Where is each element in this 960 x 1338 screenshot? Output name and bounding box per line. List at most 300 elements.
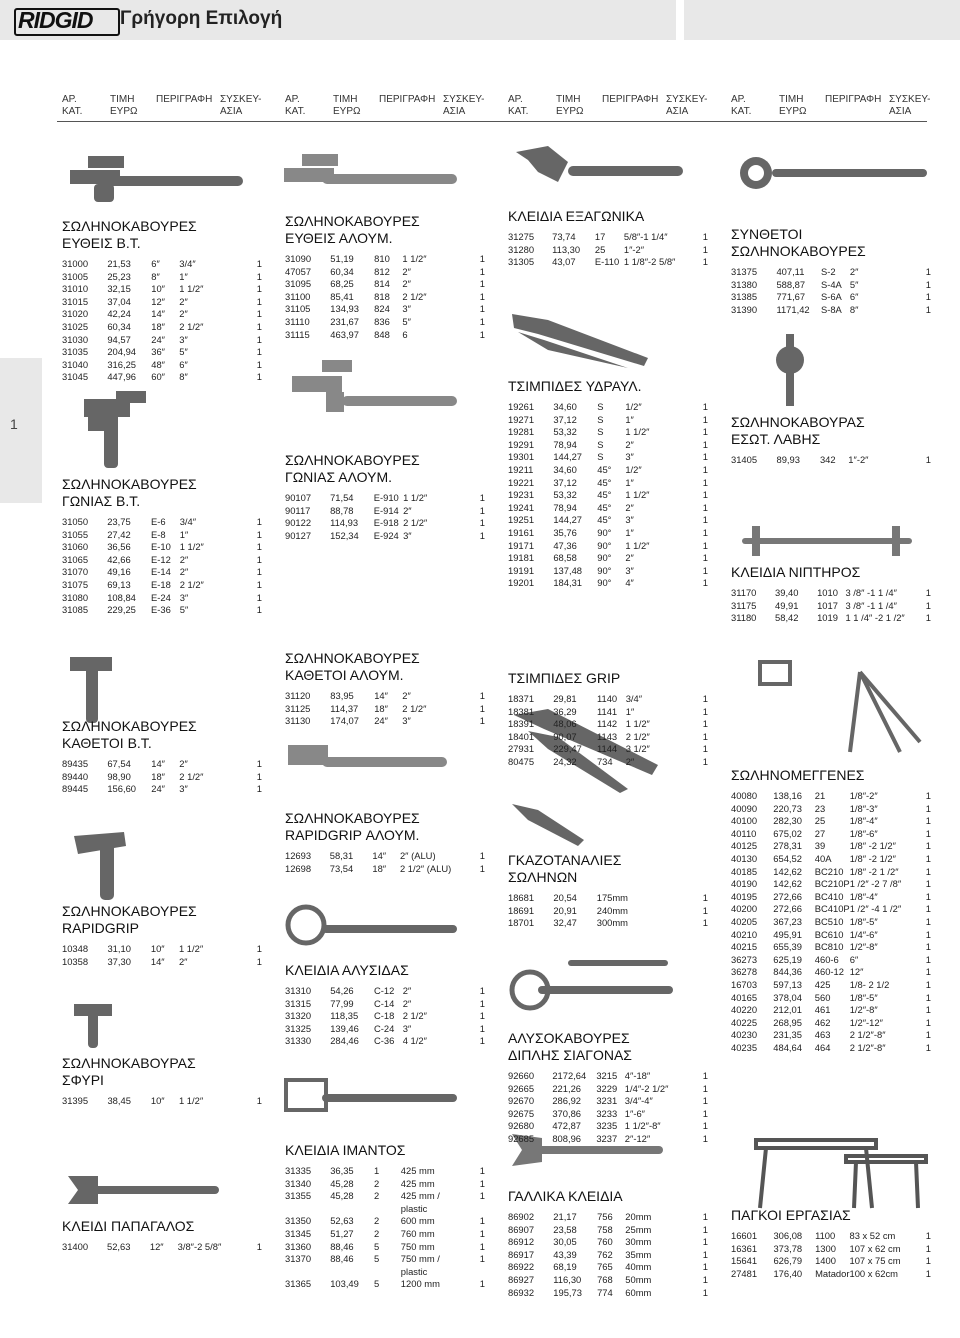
price-cell: 626,79 <box>773 1255 803 1267</box>
size-cell: 30mm <box>625 1236 652 1248</box>
size-cell: 20mm <box>625 1211 652 1222</box>
quantity-cell: 1 <box>479 492 485 503</box>
quantity-cell: 1 <box>702 1273 708 1285</box>
size-cell: 5″ <box>402 315 411 327</box>
price-cell: 378,04 <box>773 991 802 1003</box>
model-cell: BC510 <box>814 915 844 927</box>
model-cell: 3229 <box>596 1082 618 1094</box>
size-cell: 50mm <box>625 1273 652 1285</box>
catalog-number-cell: 19261 <box>508 401 535 412</box>
catalog-number-cell: 31275 <box>508 231 535 242</box>
price-cell: 272,66 <box>773 903 802 915</box>
quantity-cell: 1 <box>702 231 708 242</box>
quantity-cell: 1 <box>702 577 708 589</box>
size-cell: 107 x 75 cm <box>849 1255 901 1267</box>
model-cell: 45° <box>597 463 612 475</box>
model-cell: 18″ <box>374 702 388 714</box>
product-section <box>285 810 485 875</box>
table-row <box>62 371 262 384</box>
size-cell: 1/2″-12″ <box>849 1016 883 1028</box>
section-title-line: ΓΚΑΖΟΤΑΝΑΛΙΕΣ <box>508 852 622 868</box>
product-table <box>508 892 708 930</box>
model-cell: 818 <box>374 290 390 302</box>
quantity-cell: 1 <box>925 966 931 978</box>
size-cell: 2″ <box>179 295 188 307</box>
quantity-cell: 1 <box>256 578 262 590</box>
product-section <box>285 213 485 341</box>
catalog-number-cell: 31375 <box>731 266 758 277</box>
price-cell: 204,94 <box>107 346 137 358</box>
price-cell: 29,81 <box>553 693 577 704</box>
catalog-number-cell: 92660 <box>508 1070 535 1081</box>
model-cell: 21 <box>814 790 826 801</box>
price-cell: 103,49 <box>330 1278 359 1290</box>
quantity-cell: 1 <box>702 451 708 463</box>
catalog-number-cell: 31395 <box>62 1095 89 1106</box>
catalog-number-cell: 31320 <box>285 1010 312 1022</box>
table-row <box>285 850 485 863</box>
model-cell: 45° <box>597 514 612 526</box>
section-title <box>285 452 485 486</box>
size-cell: 2 1/2″ <box>403 517 428 529</box>
catalog-number-cell <box>285 1203 330 1216</box>
size-cell: 2 1/2″-8″ <box>849 1029 886 1041</box>
size-cell: 2 1/2″ <box>179 770 204 782</box>
product-table <box>508 231 708 269</box>
model-cell: 8″ <box>151 270 160 282</box>
catalog-number-cell: 40125 <box>731 840 758 852</box>
model-cell: S <box>597 438 604 450</box>
size-cell: 2″ <box>178 955 188 967</box>
price-cell: 27,42 <box>107 528 131 540</box>
quantity-cell: 1 <box>479 1215 485 1227</box>
table-row <box>285 1023 485 1036</box>
section-title <box>731 226 931 260</box>
quantity-cell: 1 <box>702 1211 708 1222</box>
table-row <box>285 1190 485 1203</box>
size-cell: 2″-12″ <box>624 1132 651 1144</box>
quantity-cell: 1 <box>702 1120 708 1132</box>
size-cell: 2 1/2″ <box>402 702 427 714</box>
quantity-cell: 1 <box>925 915 931 927</box>
catalog-number-cell: 19281 <box>508 426 535 438</box>
size-cell: 5″ <box>849 278 859 290</box>
price-cell: 54,26 <box>330 985 354 996</box>
model-cell: 3237 <box>596 1132 618 1144</box>
section-title <box>285 650 485 684</box>
quantity-cell: 1 <box>702 755 708 767</box>
model-cell: 27 <box>814 827 826 839</box>
table-row <box>62 283 262 296</box>
model-cell: S <box>597 426 604 438</box>
table-row <box>731 803 931 816</box>
model-cell: 768 <box>597 1273 613 1285</box>
quantity-cell: 1 <box>702 1223 708 1235</box>
price-cell: 49,16 <box>107 566 131 578</box>
quantity-cell: 1 <box>479 1165 485 1176</box>
price-cell: 35,76 <box>553 526 577 538</box>
model-cell: S-6A <box>820 291 842 303</box>
model-cell: 2 <box>373 1190 380 1202</box>
quantity-cell: 1 <box>479 315 485 327</box>
price-cell: 25,23 <box>107 270 131 282</box>
catalog-number-cell: 40230 <box>731 1029 758 1041</box>
quantity-cell: 1 <box>925 827 931 839</box>
table-row <box>508 1211 708 1224</box>
table-row <box>62 296 262 309</box>
table-row <box>731 304 931 317</box>
column-header-label: ΣΥΣΚΕΥ- ΑΣΙΑ <box>220 94 262 117</box>
model-cell: E-910 <box>373 492 399 503</box>
quantity-cell: 1 <box>256 308 262 320</box>
quantity-cell: 1 <box>925 1242 931 1254</box>
section-title-line: ΚΑΘΕΤΟΙ ΑΛΟΥΜ. <box>285 667 404 683</box>
section-title-line: ΣΩΛΗΝΟΚΑΒΟΥΡΕΣ <box>62 903 197 919</box>
size-cell: 3″ <box>179 591 189 603</box>
catalog-number-cell: 40235 <box>731 1041 758 1053</box>
table-row <box>731 291 931 304</box>
size-cell: 3″ <box>179 783 188 795</box>
table-row <box>62 529 262 542</box>
catalog-number-cell: 40110 <box>731 827 757 839</box>
size-cell: 425 mm <box>400 1165 435 1176</box>
size-cell: 2″ <box>402 985 412 996</box>
column-header-divider <box>57 121 927 122</box>
price-cell: 83,95 <box>330 690 354 701</box>
table-row <box>731 828 931 841</box>
price-cell: 34,60 <box>553 463 577 475</box>
header-bar <box>0 0 960 40</box>
size-cell: 2″ <box>179 566 189 578</box>
chain-wrench-icon <box>282 895 462 955</box>
product-table <box>285 985 485 1048</box>
section-title-line: ΔΙΠΛΗΣ ΣΙΑΓΟΝΑΣ <box>508 1047 632 1063</box>
section-title <box>285 1142 485 1159</box>
price-cell: 221,26 <box>552 1082 582 1094</box>
catalog-number-cell: 16703 <box>731 978 758 990</box>
price-cell <box>330 1203 374 1216</box>
model-cell: 560 <box>814 991 831 1003</box>
table-row <box>508 1133 708 1146</box>
price-cell: 23,75 <box>107 516 131 527</box>
model-cell: 45° <box>597 476 612 488</box>
size-cell: 35mm <box>625 1248 652 1260</box>
table-row <box>731 1017 931 1030</box>
catalog-number-cell: 40190 <box>731 878 758 890</box>
model-cell: BC210 <box>814 865 844 877</box>
product-table <box>285 492 485 542</box>
product-section <box>508 670 708 769</box>
size-cell: 2″ <box>849 266 859 277</box>
product-section <box>62 476 262 617</box>
price-cell: 24,32 <box>553 755 577 767</box>
size-cell: 3 /8″ -1 1 /4″ <box>845 587 897 598</box>
catalog-number-cell: 31170 <box>731 587 757 598</box>
product-section <box>285 962 485 1048</box>
model-cell: 461 <box>814 1004 831 1016</box>
quantity-cell: 1 <box>479 690 485 701</box>
catalog-number-cell: 31405 <box>731 454 758 465</box>
price-cell: 2172,64 <box>552 1070 587 1081</box>
model-cell: 23 <box>814 802 826 814</box>
table-row <box>508 1120 708 1133</box>
column-header-label: ΑΡ. ΚΑΤ. <box>731 94 752 117</box>
table-row <box>62 783 262 796</box>
catalog-number-cell: 40185 <box>731 865 758 877</box>
catalog-number-cell: 31045 <box>62 371 89 383</box>
size-cell: 3/8″-2 5/8″ <box>177 1241 222 1252</box>
table-row <box>508 1249 708 1262</box>
product-section <box>62 903 262 968</box>
model-cell: 40A <box>814 852 832 864</box>
table-row <box>285 863 485 876</box>
product-table <box>285 1165 485 1291</box>
table-row <box>508 527 708 540</box>
model-cell: 3231 <box>596 1095 618 1107</box>
model-cell: 1140 <box>596 693 618 704</box>
size-cell: 1/8″-4″ <box>849 815 878 827</box>
model-cell: 762 <box>597 1248 613 1260</box>
size-cell: 2″ <box>402 997 412 1009</box>
model-cell: BC410P <box>814 903 850 915</box>
model-cell: 25 <box>594 243 606 255</box>
quantity-cell: 1 <box>479 303 485 315</box>
quantity-cell <box>467 1266 485 1279</box>
catalog-number-cell: 19181 <box>508 552 535 564</box>
table-row <box>508 451 708 464</box>
section-title-line: ΣΩΛΗΝΟΚΑΒΟΥΡΕΣ <box>285 810 420 826</box>
section-title-line: ΣΩΛΗΝΟΚΑΒΟΥΡΕΣ <box>731 243 866 259</box>
table-row <box>731 1230 931 1243</box>
catalog-number-cell: 31340 <box>285 1177 312 1189</box>
size-cell: 3/4″ <box>179 516 197 527</box>
price-cell: 407,11 <box>776 266 805 277</box>
table-row <box>508 905 708 918</box>
quantity-cell: 1 <box>702 413 708 425</box>
product-table <box>62 516 262 617</box>
table-row <box>731 903 931 916</box>
catalog-number-cell: 31365 <box>285 1278 312 1290</box>
catalog-number-cell: 31360 <box>285 1240 312 1252</box>
model-cell: 3233 <box>596 1107 618 1119</box>
size-cell: 40mm <box>625 1261 652 1273</box>
price-cell: 21,17 <box>553 1211 577 1222</box>
size-cell: 1 1/2″ <box>178 1095 204 1106</box>
catalog-number-cell: 86927 <box>508 1273 535 1285</box>
brand-logo: RIDGID <box>18 7 93 33</box>
price-cell: 49,91 <box>775 599 799 611</box>
section-title-line: ΚΑΘΕΤΟΙ Β.Τ. <box>62 735 152 751</box>
quantity-cell: 1 <box>702 1248 708 1260</box>
quantity-cell: 1 <box>256 358 262 370</box>
quantity-cell: 1 <box>256 566 262 578</box>
catalog-number-cell: 31345 <box>285 1227 312 1239</box>
model-cell: 1300 <box>815 1242 836 1254</box>
quantity-cell: 1 <box>702 1236 708 1248</box>
price-cell: 108,84 <box>107 591 136 603</box>
model-cell <box>374 1266 401 1279</box>
price-cell: 37,30 <box>107 955 131 967</box>
catalog-number-cell: 19191 <box>508 564 535 576</box>
size-cell: 12″ <box>849 966 864 978</box>
price-cell: 39,40 <box>775 587 799 598</box>
catalog-number-cell: 47057 <box>285 265 312 277</box>
size-cell: 3/4″ <box>179 258 196 269</box>
section-title-line: ΤΣΙΜΠΙΔΕΣ ΥΔΡΑΥΛ. <box>508 378 642 394</box>
quantity-cell: 1 <box>479 1190 485 1202</box>
price-cell: 85,41 <box>330 290 354 302</box>
size-cell: 1″ <box>625 413 634 425</box>
table-row <box>285 690 485 703</box>
catalog-number-cell: 31330 <box>285 1035 312 1047</box>
product-table <box>285 690 485 728</box>
model-cell: E-12 <box>151 553 171 565</box>
model-cell: 10″ <box>150 943 165 954</box>
size-cell: 3″ <box>403 529 412 541</box>
size-cell: 2 1/2″ <box>179 320 204 332</box>
table-row <box>508 1095 708 1108</box>
size-cell: 4″ <box>625 577 634 589</box>
quantity-cell: 1 <box>479 997 485 1009</box>
table-row <box>731 600 931 613</box>
price-cell: 73,74 <box>552 231 576 242</box>
catalog-number-cell: 31060 <box>62 541 89 553</box>
section-title <box>508 852 708 886</box>
plumber-pliers-icon <box>508 310 658 370</box>
table-row <box>62 758 262 771</box>
model-cell: 1143 <box>596 730 618 742</box>
table-row <box>508 565 708 578</box>
price-cell: 73,54 <box>329 862 354 874</box>
section-title-line: ΣΩΛΗΝΟΚΑΒΟΥΡΕΣ <box>62 718 197 734</box>
quantity-cell: 1 <box>702 501 708 513</box>
price-cell: 31,10 <box>107 943 131 954</box>
model-cell: 758 <box>597 1223 613 1235</box>
price-cell: 184,31 <box>553 577 583 589</box>
price-cell: 37,12 <box>553 413 577 425</box>
size-cell: 1″-6″ <box>624 1107 645 1119</box>
price-cell <box>330 1266 374 1279</box>
size-cell: 1″-2″ <box>848 454 869 465</box>
section-title <box>731 414 931 448</box>
model-cell: 463 <box>814 1029 831 1041</box>
price-cell: 268,95 <box>773 1016 802 1028</box>
model-cell: E-914 <box>373 504 399 516</box>
workbench-icon <box>736 1130 936 1210</box>
table-row <box>508 731 708 744</box>
product-table <box>731 266 931 316</box>
catalog-number-cell: 31085 <box>62 604 89 616</box>
catalog-number-cell: 31095 <box>285 278 312 290</box>
catalog-number-cell: 27931 <box>508 743 535 755</box>
model-cell: 240mm <box>596 904 628 916</box>
price-cell: 174,07 <box>330 715 359 727</box>
size-cell: 1200 mm <box>400 1278 440 1290</box>
size-cell: 2 1/2″ <box>402 1010 427 1022</box>
model-cell: 18″ <box>151 770 165 782</box>
table-row <box>508 743 708 756</box>
model-cell: 14″ <box>151 308 165 320</box>
model-cell: 1017 <box>817 599 838 611</box>
table-row <box>508 917 708 930</box>
price-cell: 53,32 <box>553 426 577 438</box>
model-cell: 464 <box>814 1041 831 1053</box>
price-cell: 48,06 <box>553 718 577 730</box>
catalog-number-cell: 31180 <box>731 612 757 624</box>
catalog-number-cell: 31120 <box>285 690 311 701</box>
catalog-number-cell: 16361 <box>731 1242 758 1254</box>
quantity-cell: 1 <box>256 955 262 967</box>
section-title <box>731 1207 931 1224</box>
size-cell: 1/8″ -2 1 /2″ <box>849 865 899 877</box>
table-row <box>508 1070 708 1083</box>
quantity-cell: 1 <box>479 862 485 874</box>
table-row <box>508 502 708 515</box>
pipe-cutter-icon <box>760 330 820 410</box>
quantity-cell: 1 <box>925 599 931 611</box>
size-cell: 1″ <box>625 705 635 717</box>
catalog-number-cell: 31380 <box>731 278 758 290</box>
section-title-line: ΓΩΝΙΑΣ ΑΛΟΥΜ. <box>285 469 393 485</box>
size-cell: 1 1/2″-8″ <box>624 1120 661 1132</box>
size-cell: 1 1/2″ <box>178 943 204 954</box>
model-cell: E-6 <box>151 516 166 527</box>
section-title-line: ΚΛΕΙΔΙΑ ΕΞΑΓΩΝΙΚΑ <box>508 208 645 224</box>
model-cell: S-8A <box>820 303 842 315</box>
model-cell: 460-12 <box>814 966 844 978</box>
catalog-number-cell: 31110 <box>285 315 310 327</box>
size-cell: 1/4″-6″ <box>849 928 878 940</box>
price-cell: 60,34 <box>330 265 354 277</box>
quantity-cell: 1 <box>702 1070 708 1081</box>
table-row <box>285 253 485 266</box>
catalog-number-cell: 86907 <box>508 1223 535 1235</box>
section-title <box>62 718 262 752</box>
catalog-number-cell: 31010 <box>62 283 89 295</box>
model-cell: 90° <box>597 552 612 564</box>
quantity-cell: 1 <box>925 1016 931 1028</box>
quantity-cell: 1 <box>925 454 931 465</box>
quantity-cell: 1 <box>702 489 708 501</box>
quantity-cell: 1 <box>479 985 485 996</box>
model-cell: 814 <box>374 278 390 290</box>
price-cell: 38,45 <box>107 1095 131 1106</box>
header-divider <box>676 0 684 40</box>
catalog-number-cell: 90107 <box>285 492 312 503</box>
price-cell: 463,97 <box>330 328 359 340</box>
column-header-label: ΠΕΡΙΓΡΑΦΗ <box>156 94 213 105</box>
catalog-number-cell: 40195 <box>731 890 758 902</box>
model-cell: 18″ <box>372 862 387 874</box>
quantity-cell: 1 <box>256 258 262 269</box>
model-cell: 848 <box>374 328 390 340</box>
section-title-line: ΚΛΕΙΔΙΑ ΑΛΥΣΙΔΑΣ <box>285 962 409 978</box>
model-cell: 18″ <box>151 320 165 332</box>
section-title <box>285 962 485 979</box>
size-cell: 2 1/2″ (ALU) <box>399 862 452 874</box>
size-cell: 3″ <box>402 303 411 315</box>
section-title-line: ΣΩΛΗΝΟΚΑΒΟΥΡΕΣ <box>62 476 197 492</box>
model-cell: 25 <box>814 815 826 827</box>
table-row <box>731 1268 931 1281</box>
price-cell: 36,56 <box>107 541 131 553</box>
model-cell: 48″ <box>151 358 165 370</box>
model-cell: E-924 <box>373 529 399 541</box>
catalog-number-cell: 40215 <box>731 941 758 953</box>
catalog-number-cell: 19221 <box>508 476 535 488</box>
table-row <box>731 1004 931 1017</box>
model-cell: 734 <box>596 755 613 767</box>
